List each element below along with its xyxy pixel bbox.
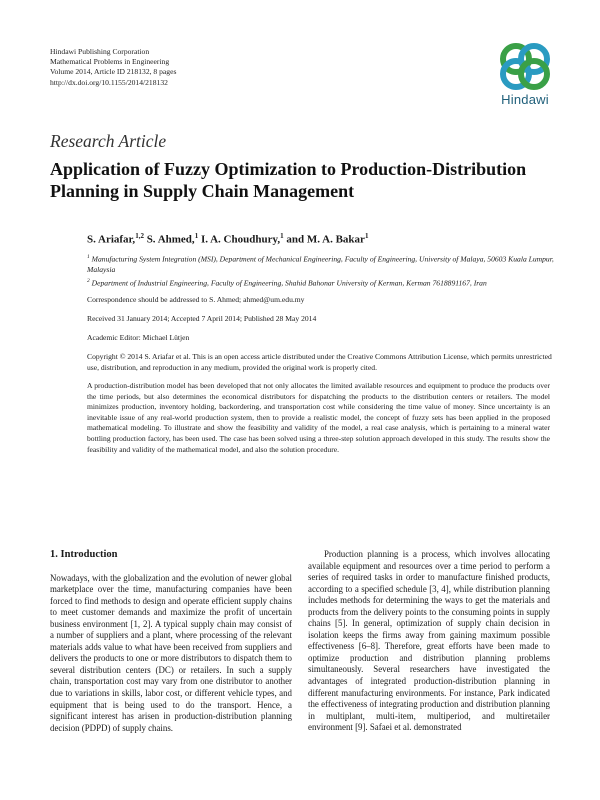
publisher-name: Hindawi Publishing Corporation xyxy=(50,47,150,56)
hindawi-logo-text: Hindawi xyxy=(501,92,549,107)
copyright-notice: Copyright © 2014 S. Ariafar et al. This is an open access article distributed under the Creative Commons Attribution License, which permits unrestricted use, distribution, and reproduction in any medium, provided the original work is properly cited. xyxy=(87,352,552,372)
hindawi-logo xyxy=(492,40,558,112)
author-affil-mark: 1 xyxy=(280,232,284,240)
article-title: Application of Fuzzy Optimization to Production-Distribution Planning in Supply Chain Management xyxy=(50,159,527,201)
doi-link[interactable]: http://dx.doi.org/10.1155/2014/218132 xyxy=(50,77,168,87)
author-name: M. A. Bakar xyxy=(306,233,365,246)
affiliation-1: $^1$ Manufacturing System Integration (MSI), Department of Mechanical Engineering, Faculty of Engineering, University of Malaya, 50603 Kuala Lumpur, Malaysia xyxy=(87,254,554,275)
author-affil-mark: 1 xyxy=(364,232,369,240)
journal-name: Mathematical Problems in Engineering xyxy=(50,57,170,67)
section-heading: 1. Introduction xyxy=(50,549,118,560)
affiliation-2: $^2$ Department of Industrial Engineering, Faculty of Engineering, Shahid Bahonar University of Kerman, Kerman 7618891167, Iran xyxy=(87,278,487,288)
author-name: S. Ariafar, xyxy=(87,233,136,246)
hindawi-rings-icon xyxy=(492,40,558,92)
body-column-left xyxy=(50,549,292,734)
author-name: I. A. Choudhury, xyxy=(200,233,281,246)
publication-dates: Received 31 January 2014; Accepted 7 April 2014; Published 28 May 2014 xyxy=(87,314,317,323)
correspondence: Correspondence should be addressed to S. Ahmed; ahmed@um.edu.my xyxy=(87,295,305,304)
body-column-right xyxy=(308,549,550,734)
author-list: S. Ariafar,$^{1,2}$ S. Ahmed,$^1$ I. A. Choudhury,$^1$ and M. A. Bakar$^1$ xyxy=(87,232,369,246)
abstract: A production-distribution model has been developed that not only allocates the limited available resources and equipment to produce the products over the time periods, but also determines the economical distributors for dispatching the products to the distribution centers or retailers. The model minimizes production, inventory holding, backordering, and transportation cost while considering the time value of money. Since uncertainty is an inevitable issue of any real-world production system, then to provide a realistic model, the concept of fuzzy sets has been applied in the proposed mathematical modeling. To illustrate and show the feasibility and validity of the model, a real case analysis, which is pertaining to a mineral water bottling production factory, has been used. The case has been solved using a three-step solution approach developed in this study. The results show the feasibility and validity of the mathematical model, and also the solution procedure. xyxy=(87,381,550,454)
body-paragraph: Production planning is a process, which involves allocating available equipment and resources over a time period to perform a series of required tasks in order to manufacture finished products, according to a specified schedule [3, 4], while distribution planning includes methods for determining the ways to get the materials and products from the delivery points to the consuming points in supply chains [5]. In general, optimization of supply chain decision in isolation keeps the firms away from gaining maximum possible effectiveness [6–8]. Therefore, great efforts have been made to optimize production and distribution planning problems simultaneously. Several researchers have investigated the advantages of integrated production-distribution planning in different manufacturing environments. For instance, Park indicated the effectiveness of integrating production and distribution planning in multiplant, multi-item, multiperiod, and multiretailer environment [9]. Safaei et al. demonstrated xyxy=(308,549,550,733)
journal-header xyxy=(50,47,176,88)
author-name: S. Ahmed, xyxy=(146,233,195,246)
body-paragraph: Nowadays, with the globalization and the evolution of newer global marketplace over the time, manufacturing companies have been forced to find methods to design and operate efficient supply chains to meet customer demands and maximize the profit of uncertain business environment [1, 2]. A typical supply chain may consist of a number of suppliers and a plant, where processing of the relevant materials adds value to what have been received from suppliers and delivers the products to one or more distributors to dispatch them to several distribution centers (DC) or retailers. In such a supply chain, transportation cost may vary from one distributor to another due to variations in skills, labor cost, or different vehicle types, and equipment that is being used to do the transport. Hence, a significant interest has arisen in production-distribution planning decision (PDPD) of supply chains. xyxy=(50,572,292,733)
author-affil-mark: 1 xyxy=(194,232,199,240)
article-type: Research Article xyxy=(50,131,167,151)
volume-info: Volume 2014, Article ID 218132, 8 pages xyxy=(50,67,177,77)
author-affil-mark: 1,2 xyxy=(135,232,144,240)
academic-editor: Academic Editor: Michael Lütjen xyxy=(87,333,190,342)
